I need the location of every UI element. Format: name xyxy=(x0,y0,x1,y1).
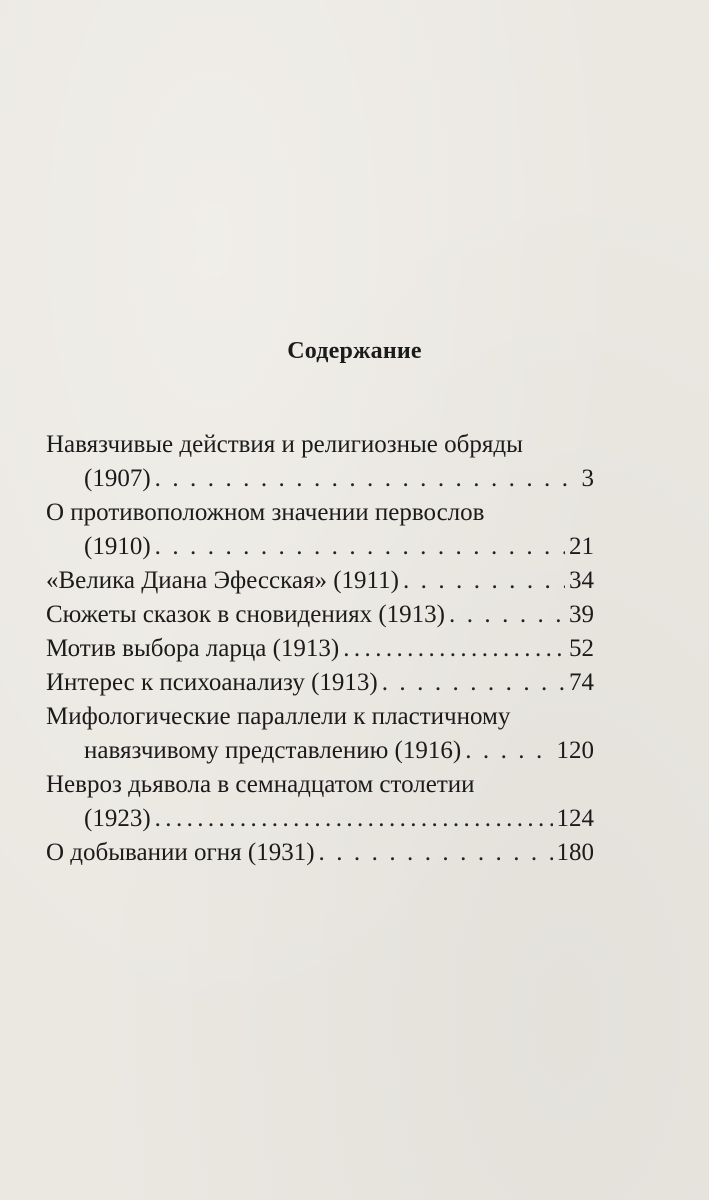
toc-page-number: 180 xyxy=(556,839,594,866)
toc-entry-line xyxy=(46,564,594,598)
dot-leader xyxy=(343,632,565,666)
toc-entry-line xyxy=(46,666,594,700)
toc-entry[interactable] xyxy=(46,598,594,632)
dot-leader xyxy=(155,462,578,496)
page-title: Содержание xyxy=(287,338,422,364)
toc-entry[interactable] xyxy=(46,496,594,564)
toc-entry-title: Навязчивые действия и религиозные обряды xyxy=(46,431,523,458)
dot-leader xyxy=(155,530,565,564)
toc-page-number: 39 xyxy=(569,601,594,628)
toc-entry-title: Невроз дьявола в семнадцатом столетии xyxy=(46,771,475,798)
dot-leader xyxy=(155,802,553,836)
toc-entry-title-continued: (1907) xyxy=(84,465,151,492)
toc-entry-line xyxy=(46,836,594,870)
toc-entry-line xyxy=(46,530,594,564)
toc-entry-line xyxy=(46,632,594,666)
toc-page-number: 120 xyxy=(556,737,594,764)
toc-entry-line xyxy=(46,700,594,734)
toc-entry-title: Интерес к психоанализу (1913) xyxy=(46,669,378,696)
table-of-contents xyxy=(46,428,594,870)
toc-page-number: 21 xyxy=(569,533,594,560)
toc-page-number: 3 xyxy=(581,465,594,492)
toc-entry-title: Сюжеты сказок в сновидениях (1913) xyxy=(46,601,446,628)
toc-entry-title: «Велика Диана Эфесская» (1911) xyxy=(46,567,399,594)
dot-leader xyxy=(319,836,553,870)
toc-entry-title-continued: (1923) xyxy=(84,805,151,832)
toc-page-number: 34 xyxy=(569,567,594,594)
dot-leader xyxy=(449,598,565,632)
toc-entry-line xyxy=(46,428,594,462)
toc-page-number: 52 xyxy=(569,635,594,662)
dot-leader xyxy=(403,564,565,598)
toc-entry-title-continued: навязчивому представлению (1916) xyxy=(84,737,462,764)
toc-entry-line xyxy=(46,496,594,530)
toc-entry-title-continued: (1910) xyxy=(84,533,151,560)
toc-entry[interactable] xyxy=(46,666,594,700)
toc-entry-title: Мотив выбора ларца (1913) xyxy=(46,635,340,662)
toc-entry[interactable] xyxy=(46,700,594,768)
dot-leader xyxy=(465,734,552,768)
toc-entry-line xyxy=(46,462,594,496)
toc-entry[interactable] xyxy=(46,564,594,598)
toc-entry-line xyxy=(46,802,594,836)
toc-entry-line xyxy=(46,598,594,632)
toc-entry[interactable] xyxy=(46,632,594,666)
toc-entry-line xyxy=(46,768,594,802)
toc-page-number: 74 xyxy=(569,669,594,696)
toc-entry-title: О добывании огня (1931) xyxy=(46,839,315,866)
toc-entry-title: О противоположном значении первослов xyxy=(46,499,485,526)
toc-entry-line xyxy=(46,734,594,768)
toc-entry[interactable] xyxy=(46,428,594,496)
dot-leader xyxy=(382,666,565,700)
toc-entry-title: Мифологические параллели к пластичному xyxy=(46,703,511,730)
toc-entry[interactable] xyxy=(46,836,594,870)
toc-page-number: 124 xyxy=(556,805,594,832)
toc-entry[interactable] xyxy=(46,768,594,836)
